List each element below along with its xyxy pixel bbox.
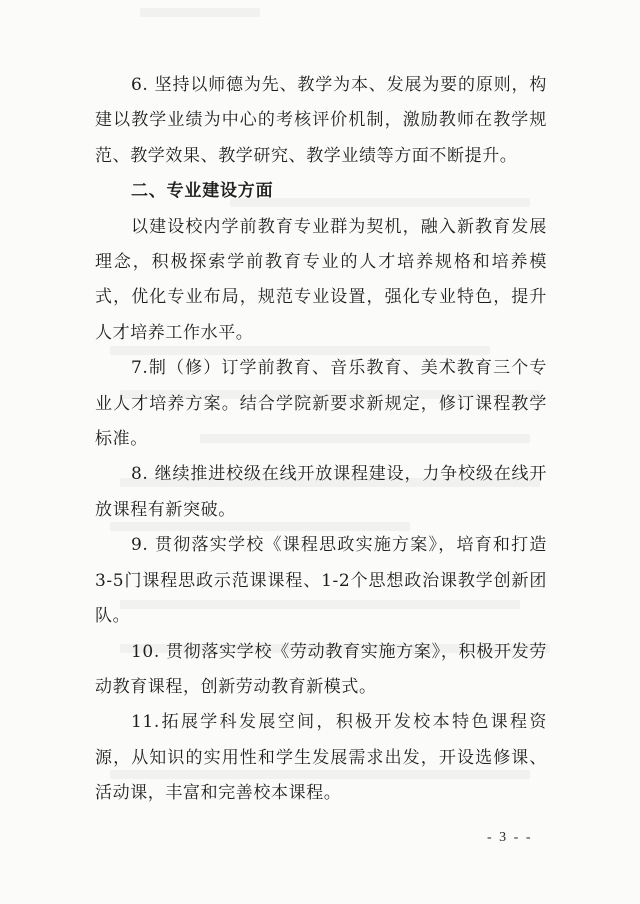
- paragraph-11: 11.拓展学科发展空间，积极开发校本特色课程资源，从知识的实用性和学生发展需求出发，开设选修课、活动课，丰富和完善校本课程。: [95, 712, 547, 804]
- paragraph-10: 10. 贯彻落实学校《劳动教育实施方案》，积极开发劳动教育课程，创新劳动教育新模式。: [95, 641, 547, 697]
- paragraph-7: 7.制（修）订学前教育、音乐教育、美术教育三个专业人才培养方案。结合学院新要求新规定，修订课程教学标准。: [95, 358, 547, 450]
- document-body: [95, 68, 547, 812]
- section-heading-major-construction: 二、专业建设方面: [131, 181, 274, 202]
- paragraph-9: 9. 贯彻落实学校《课程思政实施方案》，培育和打造3-5门课程思政示范课课程、1-2个思想政治课教学创新团队。: [95, 535, 547, 627]
- paragraph-6: 6. 坚持以师德为先、教学为本、发展为要的原则，构建以教学业绩为中心的考核评价机制，激励教师在教学规范、教学效果、教学研究、教学业绩等方面不断提升。: [95, 75, 547, 166]
- page-number: - 3 - -: [487, 830, 533, 845]
- paragraph-8: 8. 继续推进校级在线开放课程建设，力争校级在线开放课程有新突破。: [95, 464, 547, 520]
- paragraph-intro: 以建设校内学前教育专业群为契机，融入新教育发展理念，积极探索学前教育专业的人才培养规格和培养模式，优化专业布局，规范专业设置，强化专业特色，提升人才培养工作水平。: [95, 216, 547, 343]
